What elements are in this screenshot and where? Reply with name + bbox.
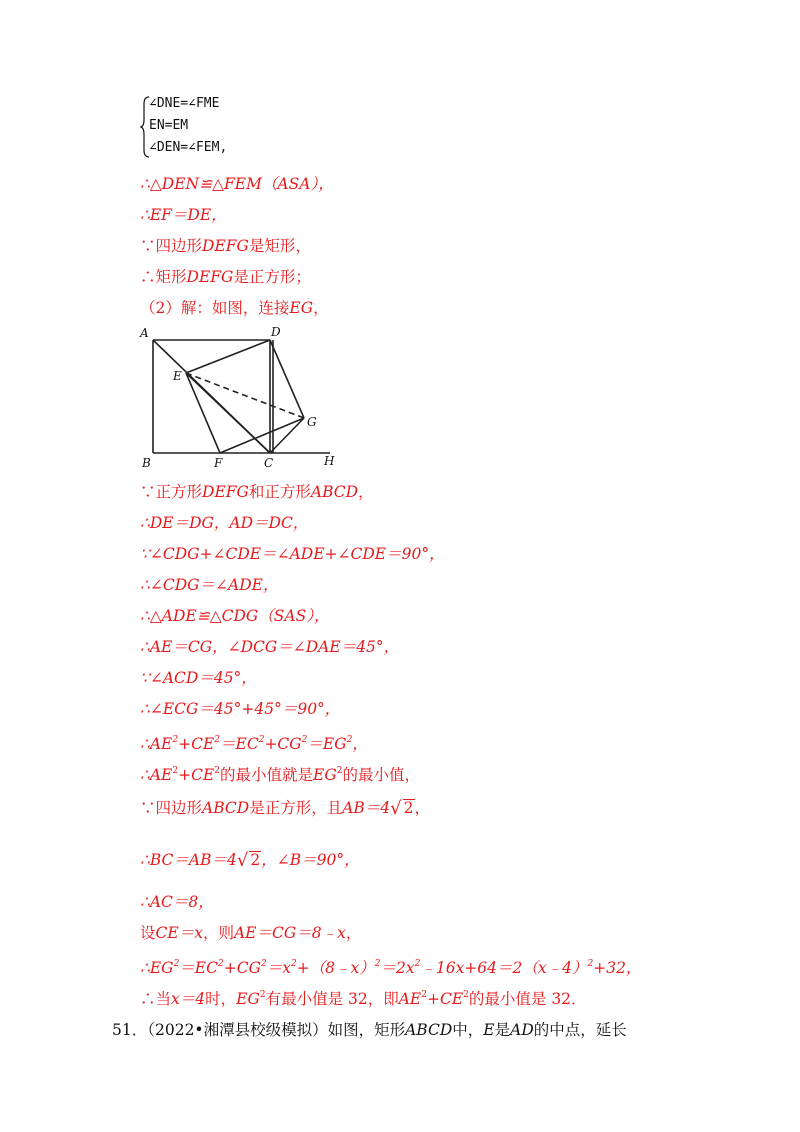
label-d: D <box>271 325 281 339</box>
question-source: （2022•湘潭县校级模拟） <box>147 1021 328 1039</box>
proof-line-15: $\therefore AE^2+CE^2$的最小值就是$EG^2$的最小值， <box>140 766 420 784</box>
label-g: G <box>307 415 317 429</box>
sqrt-icon: √ <box>236 850 249 871</box>
question-51: 51．（2022•湘潭县校级模拟）如图，矩形ABCD中，E是AD的中点，延长 <box>112 1021 627 1039</box>
label-f: F <box>214 456 223 470</box>
proof-line-16: ∵四边形ABCD是正方形，且AB＝4√ 2， <box>140 798 431 819</box>
proof-line-5: （2）解：如图，连接EG， <box>140 299 329 317</box>
proof-line-19: 设CE＝x，则AE＝CG＝8﹣x， <box>140 924 362 942</box>
proof-line-4: ∴矩形DEFG是正方形； <box>140 268 311 286</box>
proof-line-18: ∴AC＝8， <box>140 893 214 911</box>
equation-system <box>140 94 340 160</box>
proof-line-11: ∴AE＝CG，∠DCG＝∠DAE＝45°， <box>140 638 400 656</box>
proof-line-21: ∴当x＝4时，$EG^2$有最小值是 32，即$AE^2+CE^2$的最小值是 32． <box>140 990 587 1008</box>
question-number: 51． <box>112 1021 148 1039</box>
proof-line-17: ∴BC＝AB＝4√ 2，∠B＝90°， <box>140 850 360 871</box>
system-row-2: EN=EM <box>149 118 189 133</box>
geometry-figure <box>138 322 348 472</box>
label-c: C <box>264 456 274 470</box>
proof-line-9: ∴∠CDG＝∠ADE， <box>140 576 279 594</box>
proof-line-7: ∴DE＝DG，AD＝DC， <box>140 514 309 532</box>
proof-line-14: $\therefore AE^2+CE^2=EC^2+CG^2=EG^2$， <box>140 735 368 753</box>
proof-line-2: ∴EF＝DE， <box>140 206 227 224</box>
label-b: B <box>142 456 151 470</box>
label-a: A <box>140 326 149 340</box>
label-h: H <box>324 454 335 468</box>
system-row-3: ∠DEN=∠FEM, <box>149 140 228 155</box>
proof-line-13: ∴∠ECG＝45°+45°＝90°， <box>140 700 341 718</box>
proof-line-6: ∵正方形DEFG和正方形ABCD， <box>140 483 374 501</box>
system-row-1: ∠DNE=∠FME <box>149 96 220 111</box>
proof-line-8: ∵∠CDG+∠CDE＝∠ADE+∠CDE＝90°， <box>140 545 445 563</box>
proof-line-10: ∴△ADE≌△CDG（SAS）， <box>140 607 330 625</box>
proof-line-12: ∵∠ACD＝45°， <box>140 669 257 687</box>
proof-line-1: ∴△DEN≌△FEM（ASA）， <box>140 175 334 193</box>
proof-line-20: $\therefore EG^2=EC^2+CG^2=x^2+(8﹣x)^2=2x^2﹣16x+64=2(x﹣4)^2+32$， <box>140 959 642 977</box>
label-e: E <box>173 369 182 383</box>
proof-line-3: ∵四边形DEFG是矩形， <box>140 237 311 255</box>
sqrt-icon: √ <box>390 798 402 819</box>
